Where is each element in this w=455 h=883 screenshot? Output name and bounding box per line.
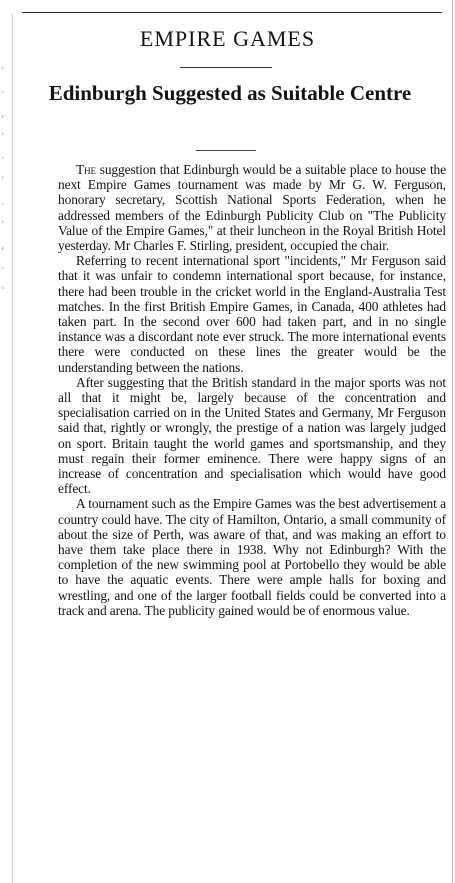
- article-paragraph: Referring to recent international sport "incidents," Mr Ferguson said that it was unfair to condemn international sport because, for instance, there had been trouble in the cricket world in the England-Australia Test matches. In the first British Empire Games, in Canada, 400 athletes had taken part. In the second over 600 had taken part, and in no single instance was a discordant note ever struck. The more international events there were conducted on these lines the greater would be the understanding between the nations.: [58, 253, 446, 375]
- top-rule: [22, 12, 442, 13]
- column-edge-right: [452, 0, 453, 883]
- headline: EMPIRE GAMES: [139, 26, 316, 51]
- article-body: [58, 162, 446, 618]
- subheadline-divider: [196, 150, 256, 151]
- article-paragraph: [58, 162, 446, 253]
- paragraph-text: suggestion that Edinburgh would be a suitable place to house the next Empire Games tournament was made by Mr G. W. Ferguson, honorary secretary, Scottish National Sports Federation, when he addressed members of the Edinburgh Publicity Club on "The Publicity Value of the Empire Games," at their luncheon in the Royal British Hotel yesterday. Mr Charles F. Stirling, president, occupied the chair.: [58, 162, 446, 254]
- margin-specks: ' · , ' · ' . ' , · ': [0, 66, 6, 296]
- subheadline: Edinburgh Suggested as Suitable Centre: [48, 81, 412, 105]
- lead-word: The: [76, 162, 96, 177]
- article-paragraph: A tournament such as the Empire Games was the best advertisement a country could have. The city of Hamilton, Ontario, a small community of about the size of Perth, was aware of that, and was making an effort to have them take place there in 1938. Why not Edinburgh? With the completion of the new swimming pool at Portobello they would be able to have the aquatic events. There were ample halls for boxing and wrestling, and one of the larger football fields could be converted into a track and arena. The publicity gained would be of enormous value.: [58, 496, 446, 618]
- article-paragraph: After suggesting that the British standard in the major sports was not all that it might be, largely because of the concentration and specialisation carried on in the United States and Germany, Mr Ferguson said that, rightly or wrongly, the prestige of a nation was largely judged on sport. Britain taught the world games and sportsmanship, and they must regain their former eminence. There were happy signs of an increase of concentration and specialisation which would have good effect.: [58, 374, 446, 497]
- headline-divider: [180, 67, 272, 68]
